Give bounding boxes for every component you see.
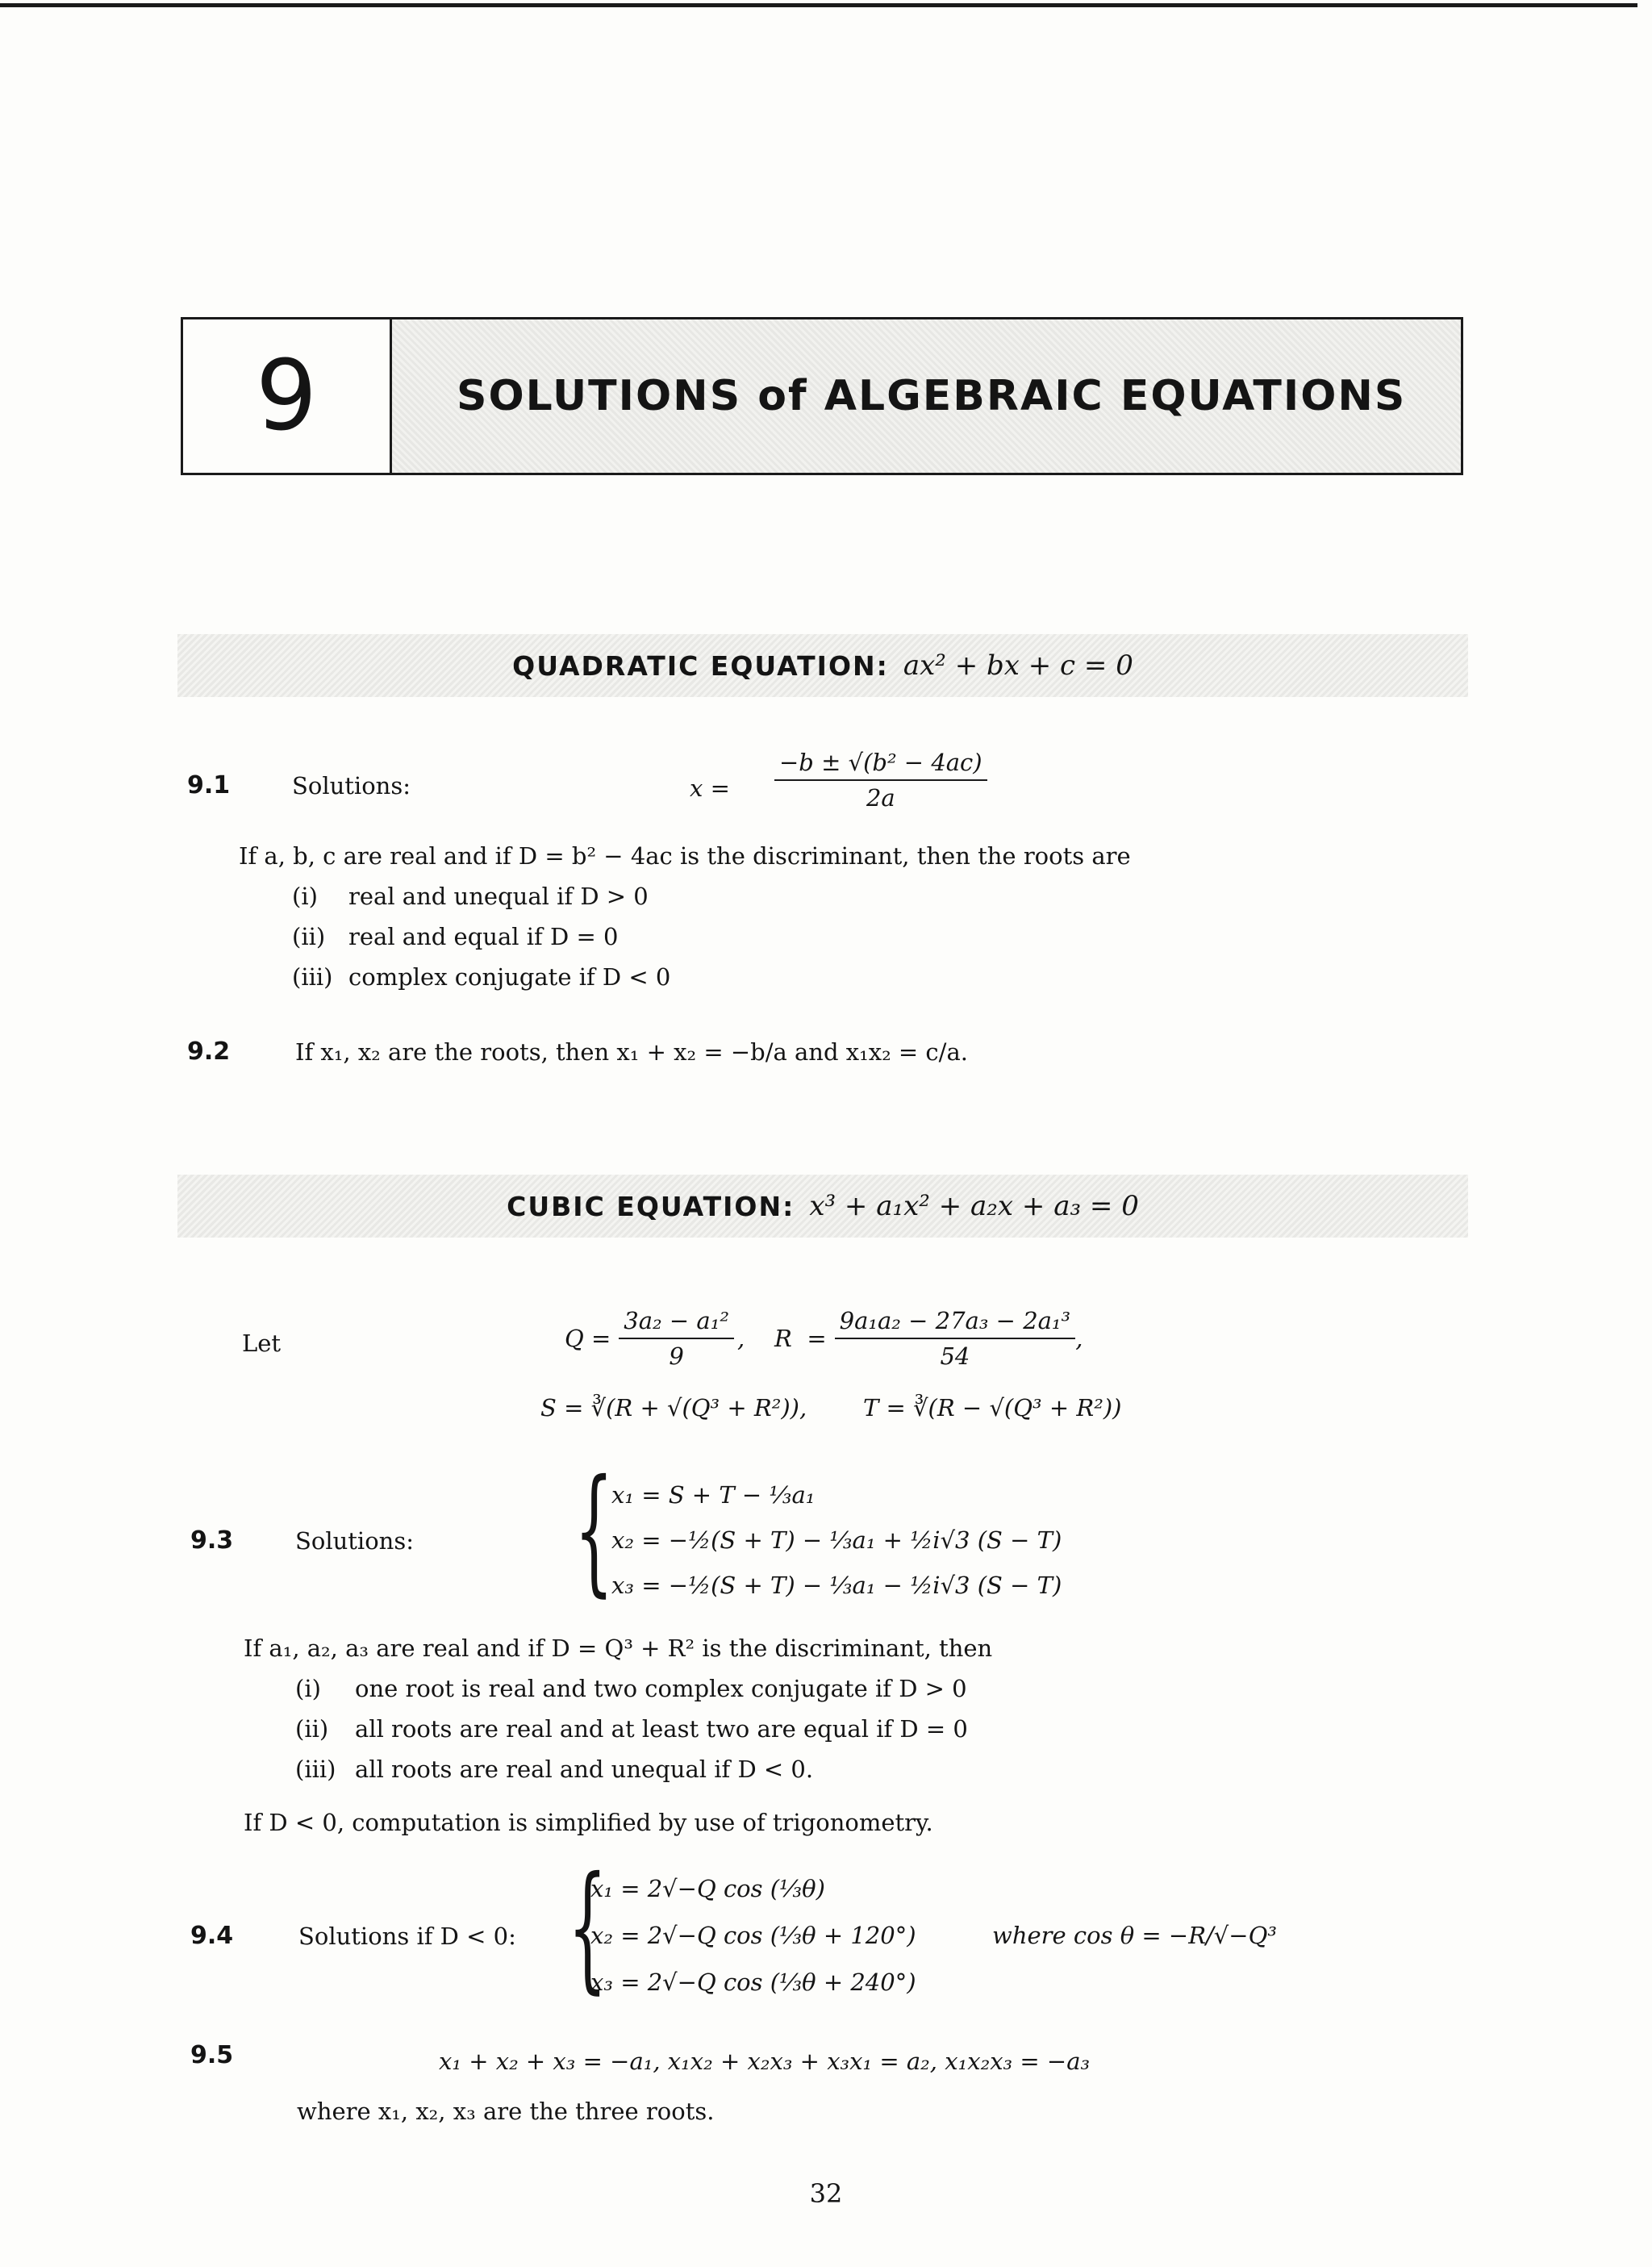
cubic-case-tag: (iii) [295, 1756, 336, 1783]
t-definition: T = ∛(R − √(Q³ + R²)) [863, 1394, 1122, 1422]
quadratic-discriminant-intro: If a, b, c are real and if D = b² − 4ac is the discriminant, then the roots are [239, 842, 1131, 870]
quadratic-banner-label: QUADRATIC EQUATION: [512, 649, 889, 682]
trig-root-2: x₂ = 2√−Q cos (⅓θ + 120°) [590, 1922, 916, 1949]
chapter-title: SOLUTIONS of ALGEBRAIC EQUATIONS [392, 319, 1461, 473]
quadratic-denominator: 2a [866, 784, 895, 812]
roots-relation-9-2: If x₁, x₂ are the roots, then x₁ + x₂ = −b/a and x₁x₂ = c/a. [295, 1038, 968, 1066]
cubic-case-text: all roots are real and unequal if D < 0. [355, 1756, 814, 1783]
cubic-root-1: x₁ = S + T − ⅓a₁ [611, 1481, 816, 1509]
chapter-header [181, 317, 1463, 475]
solutions-label-9-3: Solutions: [295, 1527, 414, 1555]
cubic-case-text: all roots are real and at least two are equal if D = 0 [355, 1715, 968, 1743]
cubic-discriminant-intro: If a₁, a₂, a₃ are real and if D = Q³ + R² is the discriminant, then [244, 1634, 993, 1662]
s-definition: S = ∛(R + √(Q³ + R²)), [540, 1394, 807, 1422]
cubic-case-text: one root is real and two complex conjugate if D > 0 [355, 1675, 967, 1702]
formula-number-9-4: 9.4 [190, 1922, 234, 1950]
r-numerator: 9a₁a₂ − 27a₃ − 2a₁³ [835, 1307, 1076, 1339]
cubic-banner-equation: x³ + a₁x² + a₂x + a₃ = 0 [809, 1190, 1139, 1222]
cubic-banner-label: CUBIC EQUATION: [507, 1190, 795, 1222]
let-label: Let [242, 1330, 282, 1357]
page-number: 32 [809, 2178, 843, 2209]
r-lhs: , R = [736, 1325, 827, 1352]
quadratic-case-text: real and unequal if D > 0 [348, 883, 649, 910]
q-numerator: 3a₂ − a₁² [619, 1307, 734, 1339]
quadratic-case-tag: (ii) [292, 923, 326, 950]
q-denominator: 9 [669, 1342, 684, 1370]
formula-number-9-5: 9.5 [190, 2041, 234, 2069]
quadratic-banner-equation: ax² + bx + c = 0 [903, 649, 1133, 682]
theta-definition: where cos θ = −R/√−Q³ [992, 1922, 1277, 1949]
r-tail: , [1075, 1325, 1083, 1352]
brace: { [568, 1847, 607, 2007]
formula-number-9-1: 9.1 [187, 771, 231, 800]
quadratic-banner [177, 634, 1468, 697]
quadratic-formula [774, 749, 987, 812]
formula-number-9-3: 9.3 [190, 1526, 234, 1555]
cubic-root-3: x₃ = −½(S + T) − ⅓a₁ − ½i√3 (S − T) [611, 1572, 1062, 1599]
q-r-definitions [565, 1307, 1083, 1370]
cubic-root-2: x₂ = −½(S + T) − ⅓a₁ + ½i√3 (S − T) [611, 1526, 1062, 1554]
quadratic-lhs: x = [690, 774, 730, 802]
solutions-label-9-1: Solutions: [292, 772, 411, 800]
quadratic-case-text: complex conjugate if D < 0 [348, 963, 671, 991]
r-denominator: 54 [940, 1342, 970, 1370]
vieta-relations: x₁ + x₂ + x₃ = −a₁, x₁x₂ + x₂x₃ + x₃x₁ = a₂, x₁x₂x₃ = −a₃ [439, 2048, 1091, 2075]
trigonometry-note: If D < 0, computation is simplified by use of trigonometry. [244, 1809, 933, 1836]
cubic-banner [177, 1175, 1468, 1238]
quadratic-case-text: real and equal if D = 0 [348, 923, 619, 950]
top-rule [0, 3, 1637, 7]
trig-root-1: x₁ = 2√−Q cos (⅓θ) [590, 1875, 825, 1902]
quadratic-numerator: −b ± √(b² − 4ac) [774, 749, 987, 781]
roots-note: where x₁, x₂, x₃ are the three roots. [297, 2098, 715, 2125]
chapter-number: 9 [183, 319, 392, 473]
q-lhs: Q = [565, 1325, 611, 1352]
quadratic-case-tag: (i) [292, 883, 318, 910]
cubic-case-tag: (i) [295, 1675, 321, 1702]
trig-root-3: x₃ = 2√−Q cos (⅓θ + 240°) [590, 1968, 916, 1996]
solutions-label-9-4: Solutions if D < 0: [298, 1923, 516, 1950]
quadratic-case-tag: (iii) [292, 963, 333, 991]
cubic-case-tag: (ii) [295, 1715, 329, 1743]
brace: { [574, 1451, 614, 1610]
formula-number-9-2: 9.2 [187, 1037, 231, 1066]
